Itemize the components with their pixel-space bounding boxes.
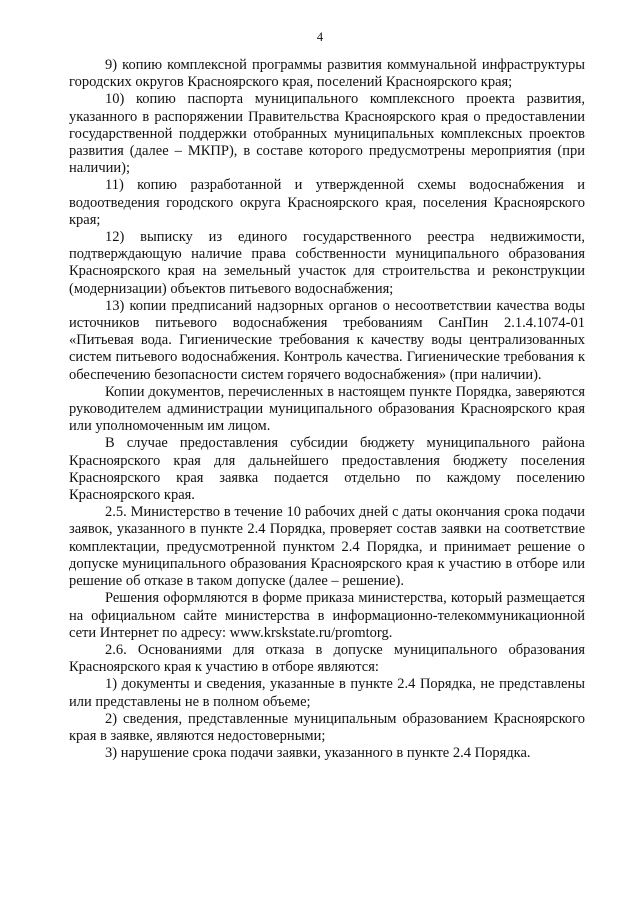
paragraph-copies-certification: Копии документов, перечисленных в настоящем пункте Порядка, заверяются руководителем администрации муниципального образования Красноярского края или уполномоченным им лицом.: [69, 383, 585, 435]
paragraph-item-9: 9) копию комплексной программы развития коммунальной инфраструктуры городских округов Красноярского края, поселений Красноярского края;: [69, 57, 585, 91]
paragraph-section-2-5: 2.5. Министерство в течение 10 рабочих дней с даты окончания срока подачи заявок, указанного в пункте 2.4 Порядка, проверяет состав заявки на соответствие комплектации, предусмотренной пунктом 2.4 Порядка, и принимает решение о допуске муниципального образования Красноярского края к участию в отборе или решение об отказе в таком допуске (далее – решение).: [69, 504, 585, 590]
paragraph-item-13: 13) копии предписаний надзорных органов о несоответствии качества воды источников питьевого водоснабжения требованиям СанПин 2.1.4.1074-01 «Питьевая вода. Гигиенические требования к качеству воды централизованных систем питьевого водоснабжения. Контроль качества. Гигиенические требования к обеспечению безопасности систем горячего водоснабжения» (при наличии).: [69, 297, 585, 383]
page-number: 4: [316, 30, 324, 44]
paragraph-item-12: 12) выписку из единого государственного реестра недвижимости, подтверждающую наличие права собственности муниципального образования Красноярского края на земельный участок для строительства и реконструкции (модернизации) объектов питьевого водоснабжения;: [69, 229, 585, 297]
paragraph-refusal-reason-3: 3) нарушение срока подачи заявки, указанного в пункте 2.4 Порядка.: [105, 745, 531, 762]
paragraph-refusal-reason-1: 1) документы и сведения, указанные в пункте 2.4 Порядка, не представлены или представлены не в полном объеме;: [69, 676, 585, 710]
paragraph-item-11: 11) копию разработанной и утвержденной схемы водоснабжения и водоотведения городского округа Красноярского края, поселения Красноярского края;: [69, 177, 585, 228]
paragraph-item-10: 10) копию паспорта муниципального комплексного проекта развития, указанного в распоряжении Правительства Красноярского края о предоставлении государственной поддержки отобранных муниципальных комплексных проектов развития (далее – МКПР), в составе которого предусмотрены мероприятия (при наличии);: [69, 91, 585, 177]
paragraph-district-subsidy: В случае предоставления субсидии бюджету муниципального района Красноярского края для дальнейшего предоставления бюджету поселения Красноярского края заявка подается отдельно по каждому поселению Красноярского края.: [69, 435, 585, 504]
document-body: [69, 57, 585, 762]
paragraph-section-2-6: 2.6. Основаниями для отказа в допуске муниципального образования Красноярского края к участию в отборе являются:: [69, 641, 585, 676]
paragraph-decisions: Решения оформляются в форме приказа министерства, который размещается на официальном сайте министерства в информационно-телекоммуникационной сети Интернет по адресу: www.krskstate.ru/promtorg.: [69, 590, 585, 641]
paragraph-refusal-reason-2: 2) сведения, представленные муниципальным образованием Красноярского края в заявке, являются недостоверными;: [69, 710, 585, 744]
